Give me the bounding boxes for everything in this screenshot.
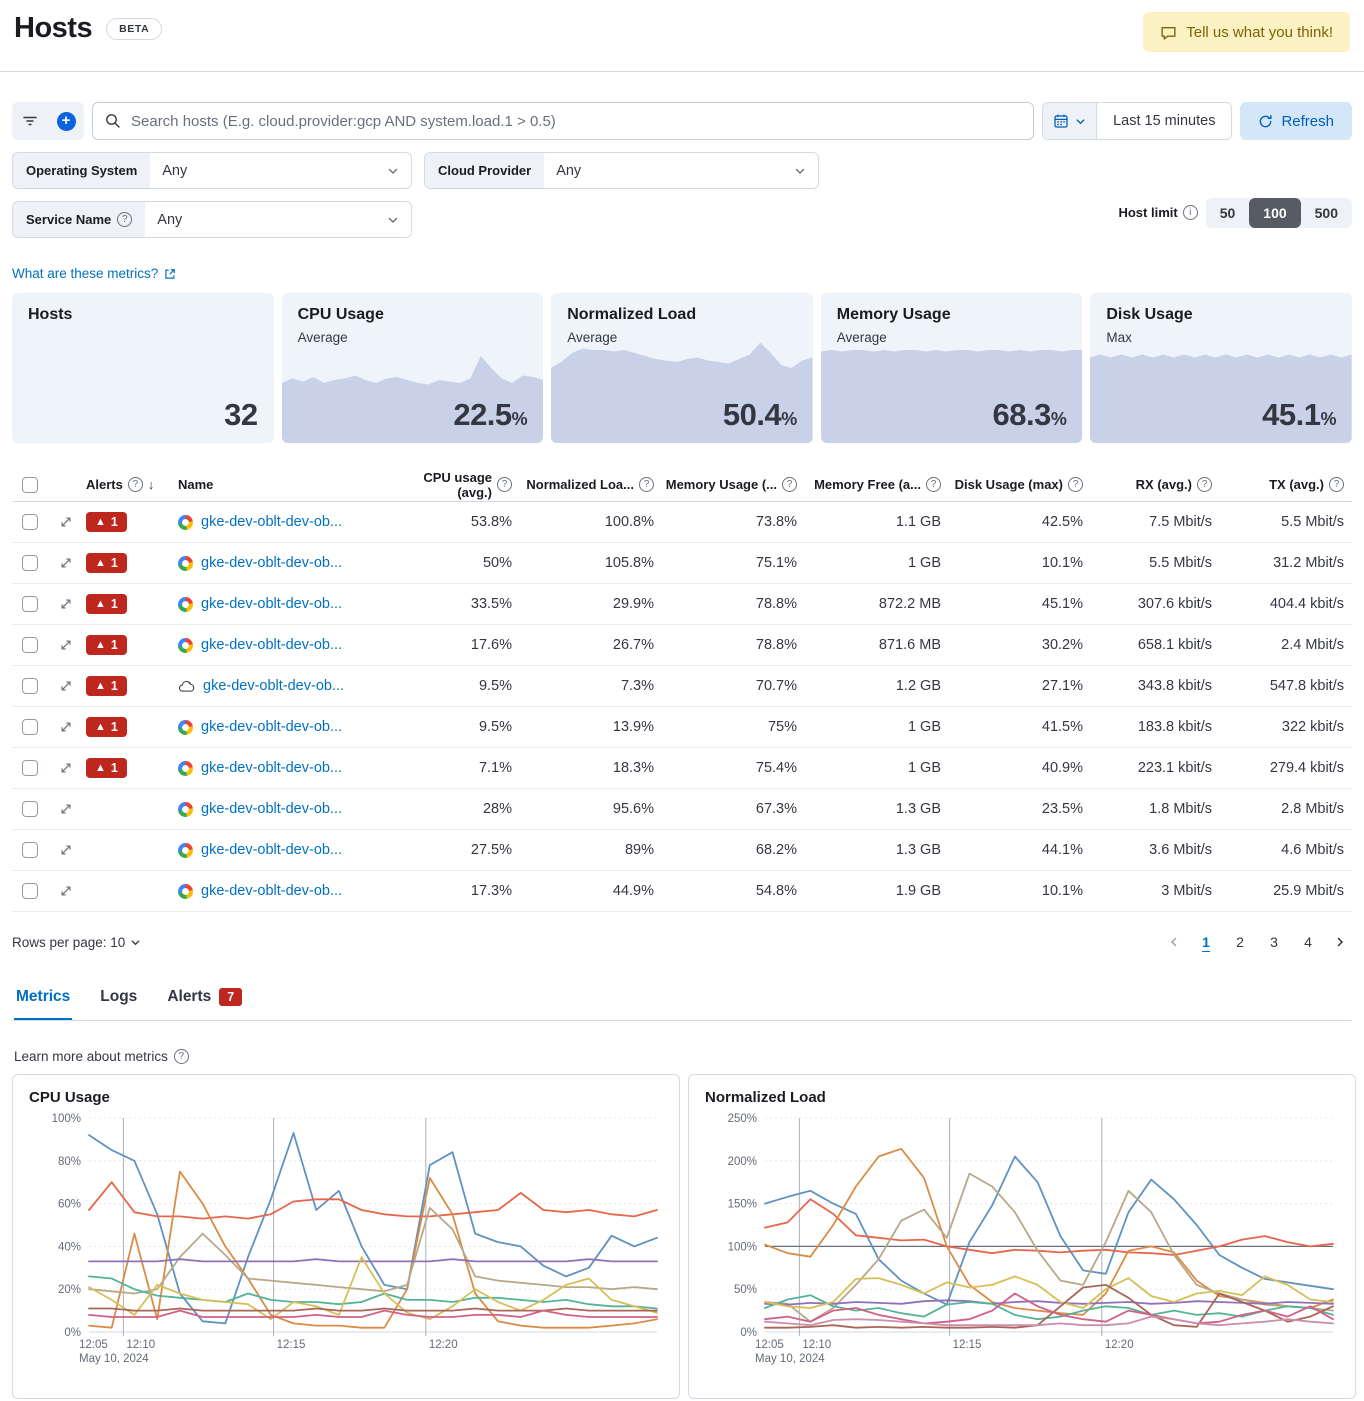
load-cell: 100.8% [604, 514, 654, 530]
os-filter[interactable]: Operating System Any [12, 152, 412, 189]
tx-cell: 2.4 Mbit/s [1281, 637, 1344, 653]
open-flyout-button[interactable] [52, 795, 80, 823]
alerts-count-badge: 7 [219, 988, 242, 1006]
host-name-link[interactable]: gke-dev-oblt-dev-ob... [201, 842, 343, 858]
memory-cell: 75.1% [755, 555, 797, 571]
row-checkbox[interactable] [22, 842, 38, 858]
filter-button[interactable] [12, 102, 48, 140]
row-checkbox[interactable] [22, 760, 38, 776]
svg-text:100%: 100% [51, 1113, 81, 1125]
filters-area [12, 152, 1352, 238]
host-limit-control: Host limit i 50 100 500 [1118, 187, 1352, 238]
next-page-button[interactable] [1328, 930, 1352, 954]
help-icon: ? [497, 477, 512, 492]
kpi-value: 50.4% [722, 397, 797, 432]
kpi-subtitle: Average [297, 330, 348, 345]
memory-cell: 75% [767, 719, 797, 735]
alert-badge[interactable]: ▲ 1 [86, 717, 127, 737]
rx-cell: 307.6 kbit/s [1137, 596, 1212, 612]
cpu-cell: 9.5% [478, 678, 512, 694]
svg-text:12:10: 12:10 [802, 1339, 832, 1351]
rx-cell: 7.5 Mbit/s [1149, 514, 1212, 530]
host-name-link[interactable]: gke-dev-oblt-dev-ob... [203, 678, 345, 694]
svg-text:May 10, 2024: May 10, 2024 [79, 1353, 149, 1365]
help-icon: ? [174, 1049, 189, 1064]
load-cell: 89% [624, 842, 654, 858]
rx-cell: 658.1 kbit/s [1137, 637, 1212, 653]
cpu-cell: 17.6% [470, 637, 512, 653]
svg-text:200%: 200% [727, 1155, 757, 1168]
charts-row [12, 1074, 1352, 1399]
date-picker-group [1042, 102, 1232, 140]
svg-text:150%: 150% [727, 1198, 757, 1211]
tx-cell: 31.2 Mbit/s [1273, 555, 1344, 571]
cpu-cell: 50% [482, 555, 512, 571]
kpi-title: Hosts [28, 306, 73, 323]
kpi-tile-hosts[interactable] [12, 293, 274, 443]
page-header [0, 0, 1364, 60]
memfree-cell: 1.1 GB [895, 514, 941, 530]
disk-cell: 10.1% [1041, 555, 1083, 571]
page-button-3[interactable]: 3 [1260, 928, 1288, 956]
external-link-icon [164, 268, 176, 280]
load-cell: 44.9% [612, 883, 654, 899]
row-checkbox[interactable] [22, 678, 38, 694]
tx-cell: 404.4 kbit/s [1269, 596, 1344, 612]
host-limit-option-100[interactable]: 100 [1249, 198, 1300, 228]
cpu-cell: 28% [482, 801, 512, 817]
kpi-value: 32 [224, 397, 258, 432]
svg-text:12:10: 12:10 [126, 1339, 156, 1351]
gcp-cloud-icon [178, 720, 193, 735]
cpu-cell: 33.5% [470, 596, 512, 612]
help-icon: ? [1329, 477, 1344, 492]
col-cpu[interactable]: CPU usage (avg.) ? [398, 470, 520, 500]
cpu-cell: 27.5% [470, 842, 512, 858]
memfree-cell: 1.2 GB [895, 678, 941, 694]
warning-icon: ▲ [95, 516, 106, 528]
beta-badge: BETA [106, 18, 162, 40]
col-disk[interactable]: Disk Usage (max) ? [949, 477, 1091, 492]
kpi-subtitle: Average [836, 330, 887, 345]
alert-badge[interactable]: ▲ 1 [86, 676, 127, 696]
memory-cell: 67.3% [755, 801, 797, 817]
memfree-cell: 1.3 GB [895, 801, 941, 817]
svg-text:80%: 80% [57, 1155, 81, 1168]
row-checkbox[interactable] [22, 719, 38, 735]
disk-cell: 41.5% [1041, 719, 1083, 735]
open-flyout-button[interactable] [52, 508, 80, 536]
svg-text:12:15: 12:15 [276, 1339, 306, 1351]
chevron-right-icon [1334, 936, 1346, 948]
load-cell: 105.8% [604, 555, 654, 571]
cpu-cell: 7.1% [478, 760, 512, 776]
host-name-link[interactable]: gke-dev-oblt-dev-ob... [201, 514, 343, 530]
search-icon [105, 113, 121, 129]
gcp-cloud-icon [178, 802, 193, 817]
calendar-icon [1053, 113, 1069, 129]
table-row [12, 830, 1352, 871]
tx-cell: 322 kbit/s [1281, 719, 1344, 735]
open-flyout-button[interactable] [52, 877, 80, 905]
row-checkbox[interactable] [22, 883, 38, 899]
table-row [12, 543, 1352, 584]
load-cell: 95.6% [612, 801, 654, 817]
chevron-down-icon [1075, 116, 1086, 127]
load-cell: 18.3% [612, 760, 654, 776]
disk-cell: 27.1% [1041, 678, 1083, 694]
svg-text:0%: 0% [64, 1327, 81, 1339]
tx-cell: 5.5 Mbit/s [1281, 514, 1344, 530]
col-tx[interactable]: TX (avg.) ? [1220, 477, 1352, 492]
hosts-table [12, 468, 1352, 912]
host-name-link[interactable]: gke-dev-oblt-dev-ob... [201, 760, 343, 776]
cpu-cell: 9.5% [478, 719, 512, 735]
open-flyout-button[interactable] [52, 549, 80, 577]
gcp-cloud-icon [178, 884, 193, 899]
kpi-tile-disk-usage[interactable] [1090, 293, 1352, 443]
open-flyout-button[interactable] [52, 672, 80, 700]
normalized-load-chart-panel [688, 1074, 1356, 1399]
tx-cell: 25.9 Mbit/s [1273, 883, 1344, 899]
kpi-value: 68.3% [992, 397, 1067, 432]
memory-cell: 68.2% [755, 842, 797, 858]
kpi-subtitle: Average [567, 330, 618, 345]
load-cell: 7.3% [620, 678, 654, 694]
kpi-tile-normalized-load[interactable] [551, 293, 813, 443]
cpu-cell: 17.3% [470, 883, 512, 899]
host-name-link[interactable]: gke-dev-oblt-dev-ob... [201, 719, 343, 735]
chevron-down-icon [387, 165, 399, 177]
memory-cell: 54.8% [755, 883, 797, 899]
host-name-link[interactable]: gke-dev-oblt-dev-ob... [201, 883, 343, 899]
svg-text:50%: 50% [733, 1284, 757, 1297]
rx-cell: 3.6 Mbit/s [1149, 842, 1212, 858]
svg-text:12:20: 12:20 [1104, 1339, 1134, 1351]
open-flyout-button[interactable] [52, 590, 80, 618]
gcp-cloud-icon [178, 638, 193, 653]
memfree-cell: 872.2 MB [878, 596, 941, 612]
col-name[interactable]: Name [178, 477, 214, 492]
disk-cell: 23.5% [1041, 801, 1083, 817]
svg-text:60%: 60% [57, 1198, 81, 1211]
speech-bubble-icon [1160, 24, 1177, 41]
host-limit-option-50[interactable]: 50 [1206, 198, 1250, 228]
table-body [12, 502, 1352, 912]
memfree-cell: 1.9 GB [895, 883, 941, 899]
svg-text:May 10, 2024: May 10, 2024 [755, 1353, 825, 1365]
chevron-down-icon [130, 937, 141, 948]
load-cell: 13.9% [612, 719, 654, 735]
tx-cell: 4.6 Mbit/s [1281, 842, 1344, 858]
memory-cell: 78.8% [755, 637, 797, 653]
tx-cell: 2.8 Mbit/s [1281, 801, 1344, 817]
kpi-value: 22.5% [453, 397, 528, 432]
host-cloud-icon [178, 679, 195, 694]
row-checkbox[interactable] [22, 514, 38, 530]
kpi-title: Disk Usage [1106, 306, 1193, 323]
col-rx[interactable]: RX (avg.) ? [1091, 477, 1220, 492]
alert-badge[interactable]: ▲ 1 [86, 758, 127, 778]
page-title: Hosts [14, 12, 93, 44]
host-name-link[interactable]: gke-dev-oblt-dev-ob... [201, 596, 343, 612]
page-button-4[interactable]: 4 [1294, 928, 1322, 956]
normalized-load-chart[interactable] [705, 1110, 1339, 1382]
host-limit-options [1206, 198, 1352, 228]
alert-badge[interactable]: ▲ 1 [86, 553, 127, 573]
tabs-row [14, 982, 1352, 1021]
table-row [12, 502, 1352, 543]
tab-logs[interactable]: Logs [100, 988, 138, 1005]
time-range-button[interactable]: Last 15 minutes [1113, 113, 1216, 129]
disk-cell: 42.5% [1041, 514, 1083, 530]
row-checkbox[interactable] [22, 801, 38, 817]
open-flyout-button[interactable] [52, 713, 80, 741]
rows-per-page-button[interactable]: Rows per page: 10 [12, 935, 141, 950]
cloud-provider-filter[interactable]: Cloud Provider Any [424, 152, 819, 189]
disk-cell: 44.1% [1041, 842, 1083, 858]
warning-icon: ▲ [95, 598, 106, 610]
chart-title: Normalized Load [705, 1089, 826, 1106]
kpi-subtitle: Max [1106, 330, 1132, 345]
gcp-cloud-icon [178, 597, 193, 612]
svg-text:250%: 250% [727, 1113, 757, 1125]
query-icon-group [12, 102, 84, 140]
kpi-title: Memory Usage [836, 306, 951, 323]
help-icon: ? [117, 212, 132, 227]
memfree-cell: 871.6 MB [878, 637, 941, 653]
svg-text:0%: 0% [740, 1327, 757, 1339]
select-all-checkbox[interactable] [22, 477, 38, 493]
memory-cell: 73.8% [755, 514, 797, 530]
memory-cell: 70.7% [755, 678, 797, 694]
learn-more-link[interactable]: Learn more about metrics [14, 1049, 168, 1064]
load-cell: 26.7% [612, 637, 654, 653]
help-icon: ? [782, 477, 797, 492]
table-row [12, 584, 1352, 625]
help-icon: ? [128, 477, 143, 492]
kpi-title: Normalized Load [567, 306, 697, 323]
feedback-button[interactable]: Tell us what you think! [1143, 12, 1350, 52]
svg-text:12:20: 12:20 [428, 1339, 458, 1351]
what-are-these-metrics-link[interactable]: What are these metrics? [12, 266, 176, 281]
date-picker-button[interactable] [1043, 103, 1097, 139]
warning-icon: ▲ [95, 680, 106, 692]
page-button-1[interactable]: 1 [1192, 928, 1220, 956]
help-icon: ? [926, 477, 941, 492]
svg-text:12:05: 12:05 [79, 1339, 108, 1351]
page-button-2[interactable]: 2 [1226, 928, 1254, 956]
table-row [12, 707, 1352, 748]
help-icon: ? [1068, 477, 1083, 492]
host-name-link[interactable]: gke-dev-oblt-dev-ob... [201, 637, 343, 653]
gcp-cloud-icon [178, 556, 193, 571]
table-row [12, 748, 1352, 789]
memfree-cell: 1 GB [907, 719, 941, 735]
tx-cell: 279.4 kbit/s [1269, 760, 1344, 776]
kpi-value: 45.1% [1262, 397, 1336, 432]
svg-text:12:15: 12:15 [952, 1339, 982, 1351]
alert-badge[interactable]: ▲ 1 [86, 512, 127, 532]
alert-badge[interactable]: ▲ 1 [86, 594, 127, 614]
chevron-down-icon [387, 214, 399, 226]
table-header-row [12, 468, 1352, 502]
rx-cell: 3 Mbit/s [1161, 883, 1212, 899]
memfree-cell: 1.3 GB [895, 842, 941, 858]
disk-cell: 30.2% [1041, 637, 1083, 653]
tab-alerts[interactable]: Alerts 7 [165, 982, 244, 1020]
gcp-cloud-icon [178, 515, 193, 530]
open-flyout-button[interactable] [52, 754, 80, 782]
rx-cell: 343.8 kbit/s [1137, 678, 1212, 694]
help-icon: ? [1197, 477, 1212, 492]
info-icon: i [1183, 205, 1198, 220]
memfree-cell: 1 GB [907, 760, 941, 776]
rx-cell: 5.5 Mbit/s [1149, 555, 1212, 571]
service-name-filter[interactable]: Service Name ? Any [12, 201, 412, 238]
rx-cell: 1.8 Mbit/s [1149, 801, 1212, 817]
gcp-cloud-icon [178, 843, 193, 858]
host-name-link[interactable]: gke-dev-oblt-dev-ob... [201, 555, 343, 571]
col-memfree[interactable]: Memory Free (a... ? [805, 477, 949, 492]
svg-text:40%: 40% [57, 1241, 81, 1254]
warning-icon: ▲ [95, 557, 106, 569]
header-divider [0, 71, 1364, 72]
rx-cell: 183.8 kbit/s [1137, 719, 1212, 735]
search-input[interactable] [131, 113, 1021, 130]
page-buttons [1162, 928, 1352, 956]
warning-icon: ▲ [95, 639, 106, 651]
host-name-link[interactable]: gke-dev-oblt-dev-ob... [201, 801, 343, 817]
warning-icon: ▲ [95, 762, 106, 774]
cpu-usage-chart-panel [12, 1074, 680, 1399]
chevron-down-icon [794, 165, 806, 177]
alert-badge[interactable]: ▲ 1 [86, 635, 127, 655]
pagination-row [12, 928, 1352, 956]
chart-title: CPU Usage [29, 1089, 110, 1106]
search-box [92, 102, 1034, 140]
svg-text:12:05: 12:05 [755, 1339, 784, 1351]
disk-cell: 40.9% [1041, 760, 1083, 776]
cpu-cell: 53.8% [470, 514, 512, 530]
memfree-cell: 1 GB [907, 555, 941, 571]
open-flyout-button[interactable] [52, 836, 80, 864]
load-cell: 29.9% [612, 596, 654, 612]
kpi-row [12, 293, 1352, 443]
table-row [12, 789, 1352, 830]
memory-cell: 78.8% [755, 596, 797, 612]
host-limit-option-500[interactable]: 500 [1301, 198, 1352, 228]
disk-cell: 45.1% [1041, 596, 1083, 612]
row-checkbox[interactable] [22, 637, 38, 653]
kpi-tile-cpu-usage[interactable] [282, 293, 544, 443]
col-memory[interactable]: Memory Usage (... ? [662, 477, 805, 492]
kpi-title: CPU Usage [297, 306, 384, 323]
prev-page-button[interactable] [1162, 930, 1186, 954]
refresh-button[interactable]: Refresh [1240, 102, 1352, 140]
help-icon: ? [639, 477, 654, 492]
col-alerts[interactable]: Alerts ? ↓ [86, 477, 155, 492]
table-row [12, 666, 1352, 707]
col-load[interactable]: Normalized Loa... ? [520, 477, 662, 492]
warning-icon: ▲ [95, 721, 106, 733]
search-row [12, 102, 1352, 140]
svg-text:100%: 100% [727, 1241, 757, 1254]
cpu-usage-chart[interactable] [29, 1110, 663, 1382]
row-checkbox[interactable] [22, 596, 38, 612]
tab-metrics[interactable]: Metrics [14, 982, 72, 1020]
table-row [12, 625, 1352, 666]
add-filter-button[interactable] [48, 102, 84, 140]
tx-cell: 547.8 kbit/s [1269, 678, 1344, 694]
refresh-icon [1258, 114, 1273, 129]
rx-cell: 223.1 kbit/s [1137, 760, 1212, 776]
open-flyout-button[interactable] [52, 631, 80, 659]
chevron-left-icon [1168, 936, 1180, 948]
sort-desc-icon: ↓ [147, 477, 155, 492]
kpi-tile-memory-usage[interactable] [821, 293, 1083, 443]
table-row [12, 871, 1352, 912]
gcp-cloud-icon [178, 761, 193, 776]
memory-cell: 75.4% [755, 760, 797, 776]
row-checkbox[interactable] [22, 555, 38, 571]
svg-text:20%: 20% [57, 1284, 81, 1297]
plus-icon: + [57, 112, 76, 131]
disk-cell: 10.1% [1041, 883, 1083, 899]
